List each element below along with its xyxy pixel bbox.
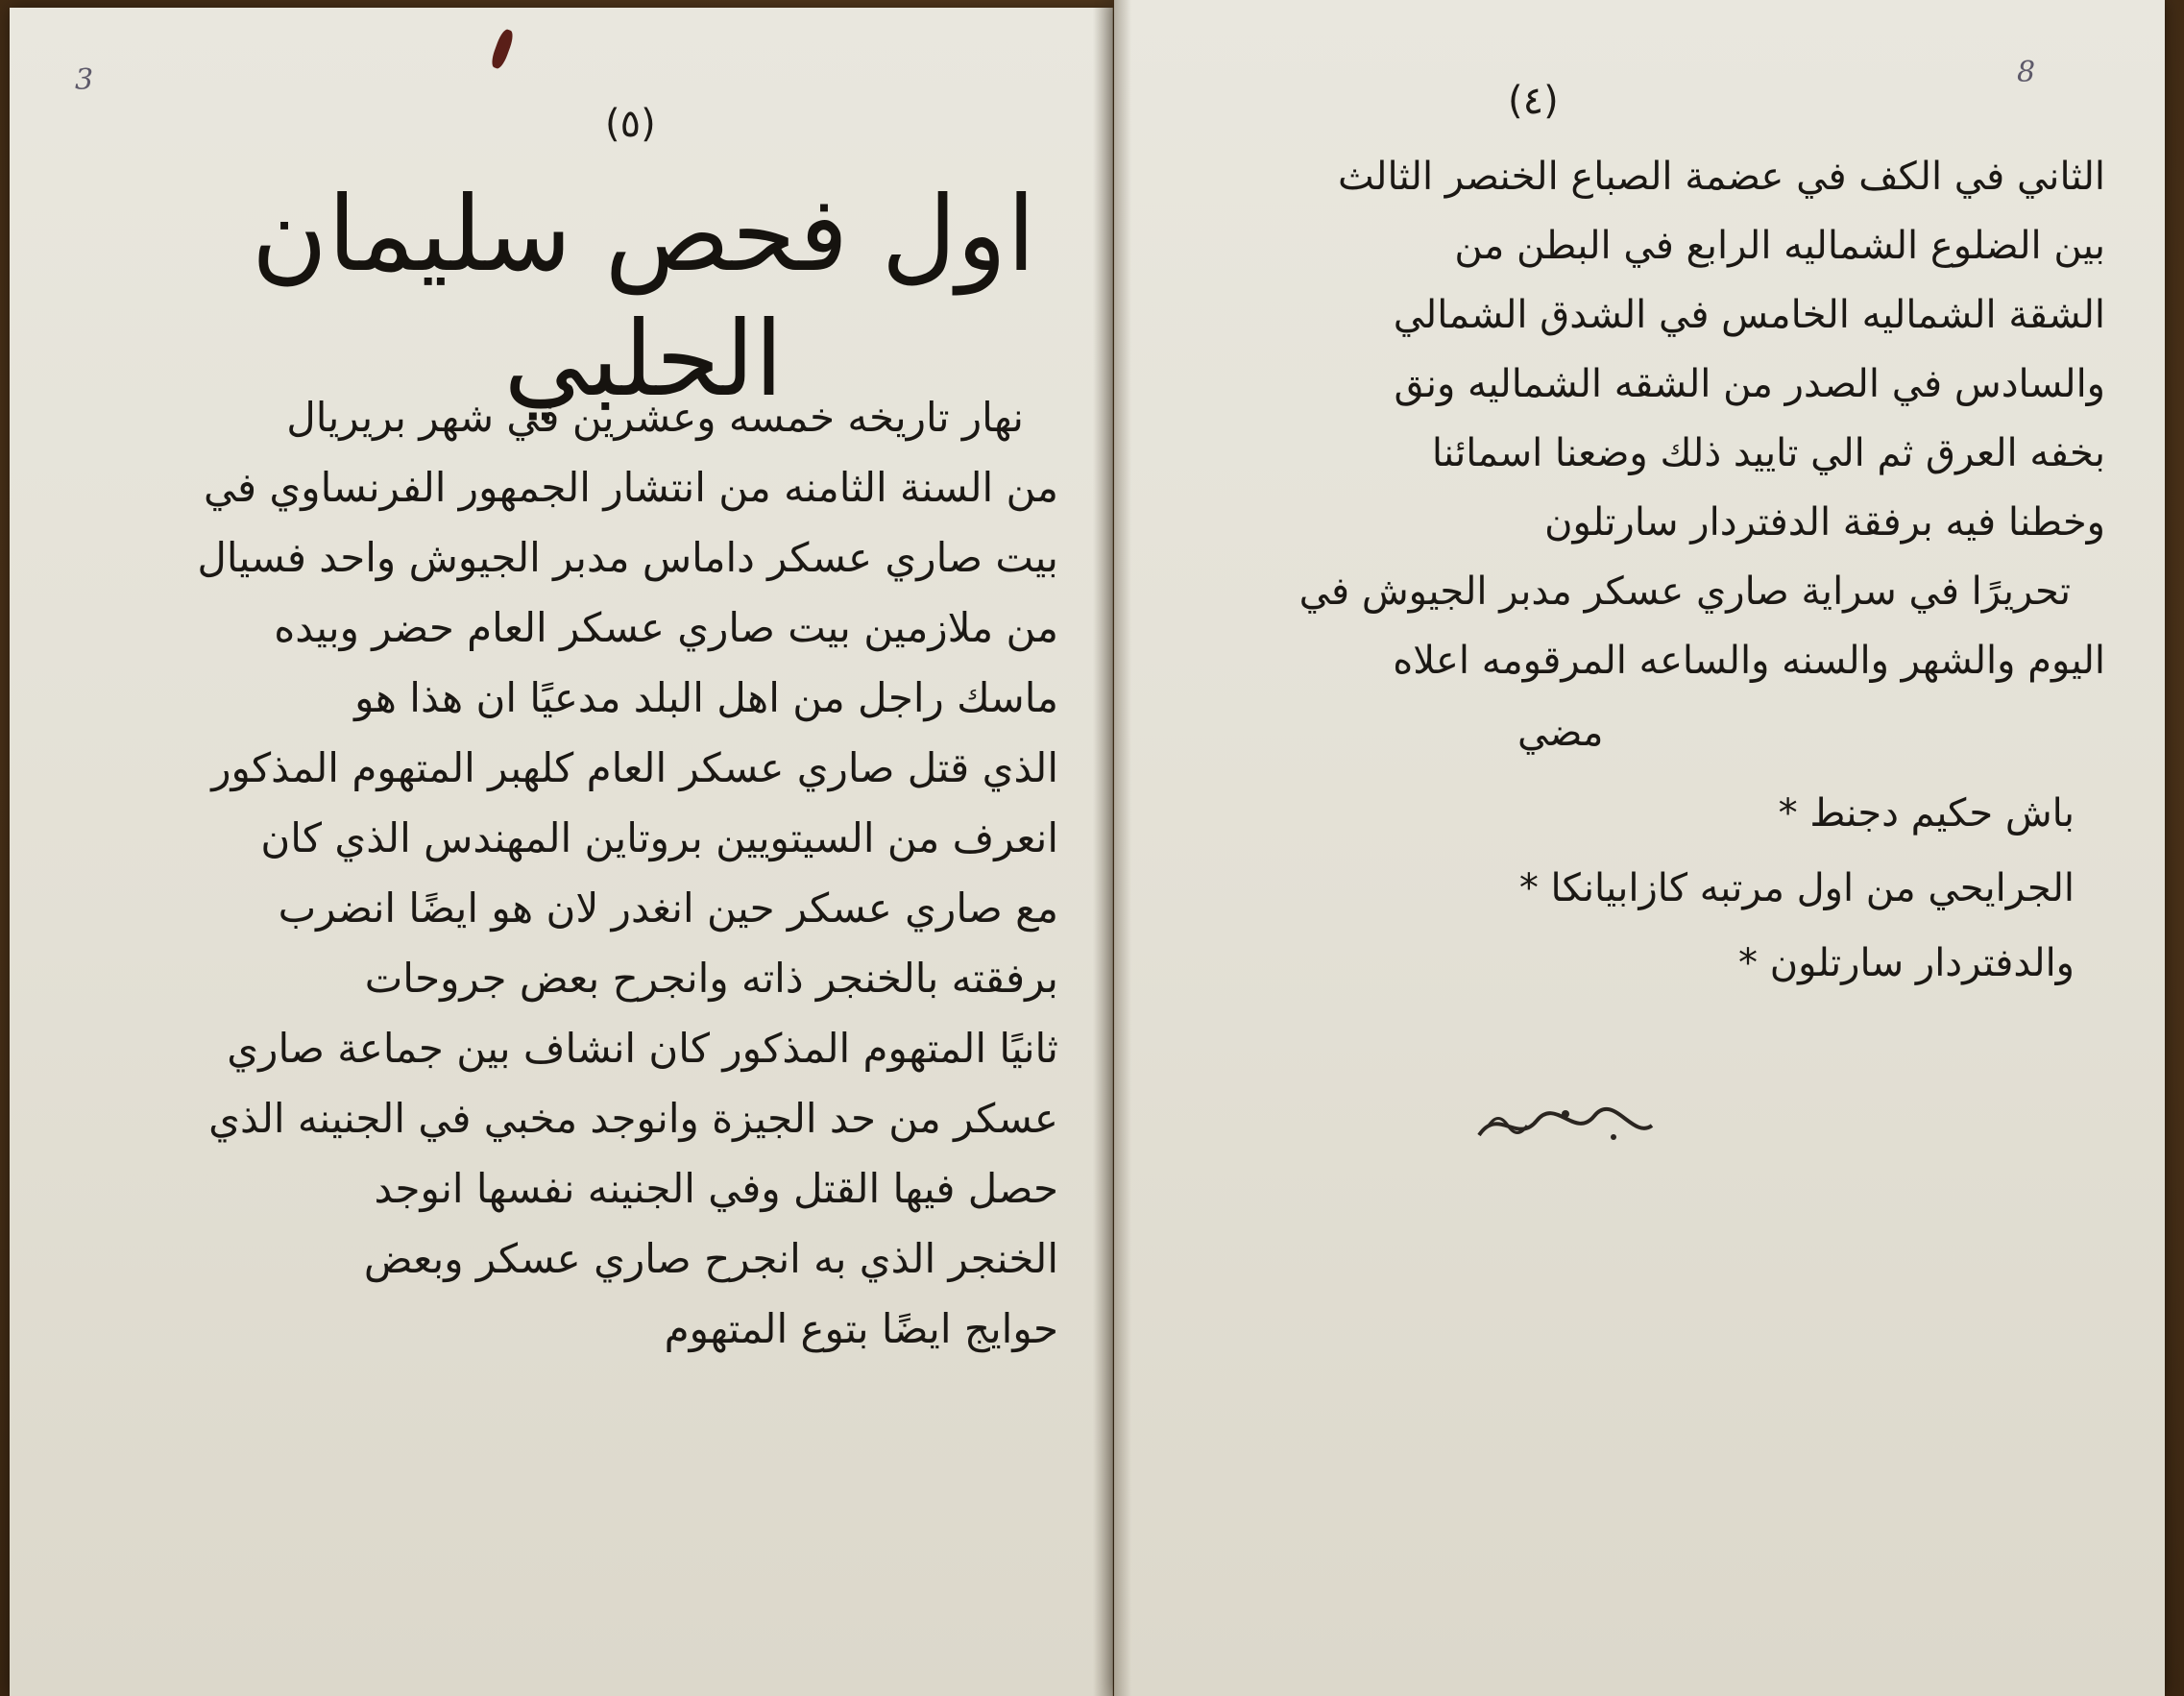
text-line: تحريرًا في سراية صاري عسكر مدبر الجيوش في (1298, 569, 2071, 614)
signed-label: مضي (1517, 711, 1604, 755)
text-line: نهار تاريخه خمسه وعشرين في شهر بريريال (286, 394, 1024, 441)
signatory: باش حكيم دجنط * (1778, 791, 2075, 836)
text-line: حصل فيها القتل وفي الجنينه نفسها انوجد (374, 1165, 1058, 1212)
corner-number: 8 (2017, 56, 2036, 89)
text-line: والسادس في الصدر من الشقه الشماليه ونق (1394, 362, 2105, 406)
text-line: الثاني في الكف في عضمة الصباع الخنصر الثالث (1338, 155, 2105, 199)
text-line: الشقة الشماليه الخامس في الشدق الشمالي (1393, 293, 2105, 337)
text-line: الخنجر الذي به انجرح صاري عسكر وبعض (363, 1235, 1058, 1282)
text-block (1154, 142, 2105, 695)
text-line: اليوم والشهر والسنه والساعه المرقومه اعلاه (1393, 639, 2105, 683)
text-line: عسكر من حد الجيزة وانوجد مخبي في الجنينه الذي (208, 1095, 1058, 1142)
text-line: ثانيًا المتهوم المذكور كان انشاف بين جماعة صاري (227, 1025, 1058, 1072)
text-line: من ملازمين بيت صاري عسكر العام حضر وبيده (274, 604, 1058, 651)
signatory: والدفتردار سارتلون * (1738, 941, 2075, 985)
signatory: الجرايحي من اول مرتبه كازابيانكا * (1518, 866, 2075, 910)
corner-number: 3 (75, 63, 94, 97)
text-line: مع صاري عسكر حين انغدر لان هو ايضًا انضرب (278, 884, 1058, 932)
left-page (10, 8, 1113, 1696)
text-line: بيت صاري عسكر داماس مدبر الجيوش واحد فسيال (197, 534, 1058, 581)
text-line: انعرف من السيتويين بروتاين المهندس الذي كان (260, 814, 1058, 861)
text-line: حوايج ايضًا بتوع المتهوم (664, 1305, 1058, 1352)
text-line: من السنة الثامنه من انتشار الجمهور الفرنساوي في (204, 464, 1058, 511)
text-line: برفقته بالخنجر ذاته وانجرح بعض جروحات (364, 955, 1058, 1002)
text-block (197, 382, 1058, 1364)
signatory-list (1364, 776, 2075, 1001)
page-number: (٤) (1508, 79, 1559, 123)
page-number: (٥) (605, 102, 656, 146)
page-title: اول فحص سليمان الحلبي (251, 175, 1036, 420)
text-line: الذي قتل صاري عسكر العام كلهبر المتهوم المذكور (211, 744, 1058, 791)
book-gutter (1093, 0, 1131, 1696)
printer-ornament (1469, 1097, 1662, 1154)
right-page (1114, 0, 2165, 1696)
text-line: بين الضلوع الشماليه الرابع في البطن من (1454, 224, 2105, 268)
ink-stain (489, 28, 516, 70)
text-line: وخطنا فيه برفقة الدفتردار سارتلون (1544, 500, 2105, 545)
text-line: ماسك راجل من اهل البلد مدعيًا ان هذا هو (354, 674, 1058, 721)
text-line: بخفه العرق ثم الي تاييد ذلك وضعنا اسمائنا (1431, 431, 2105, 475)
